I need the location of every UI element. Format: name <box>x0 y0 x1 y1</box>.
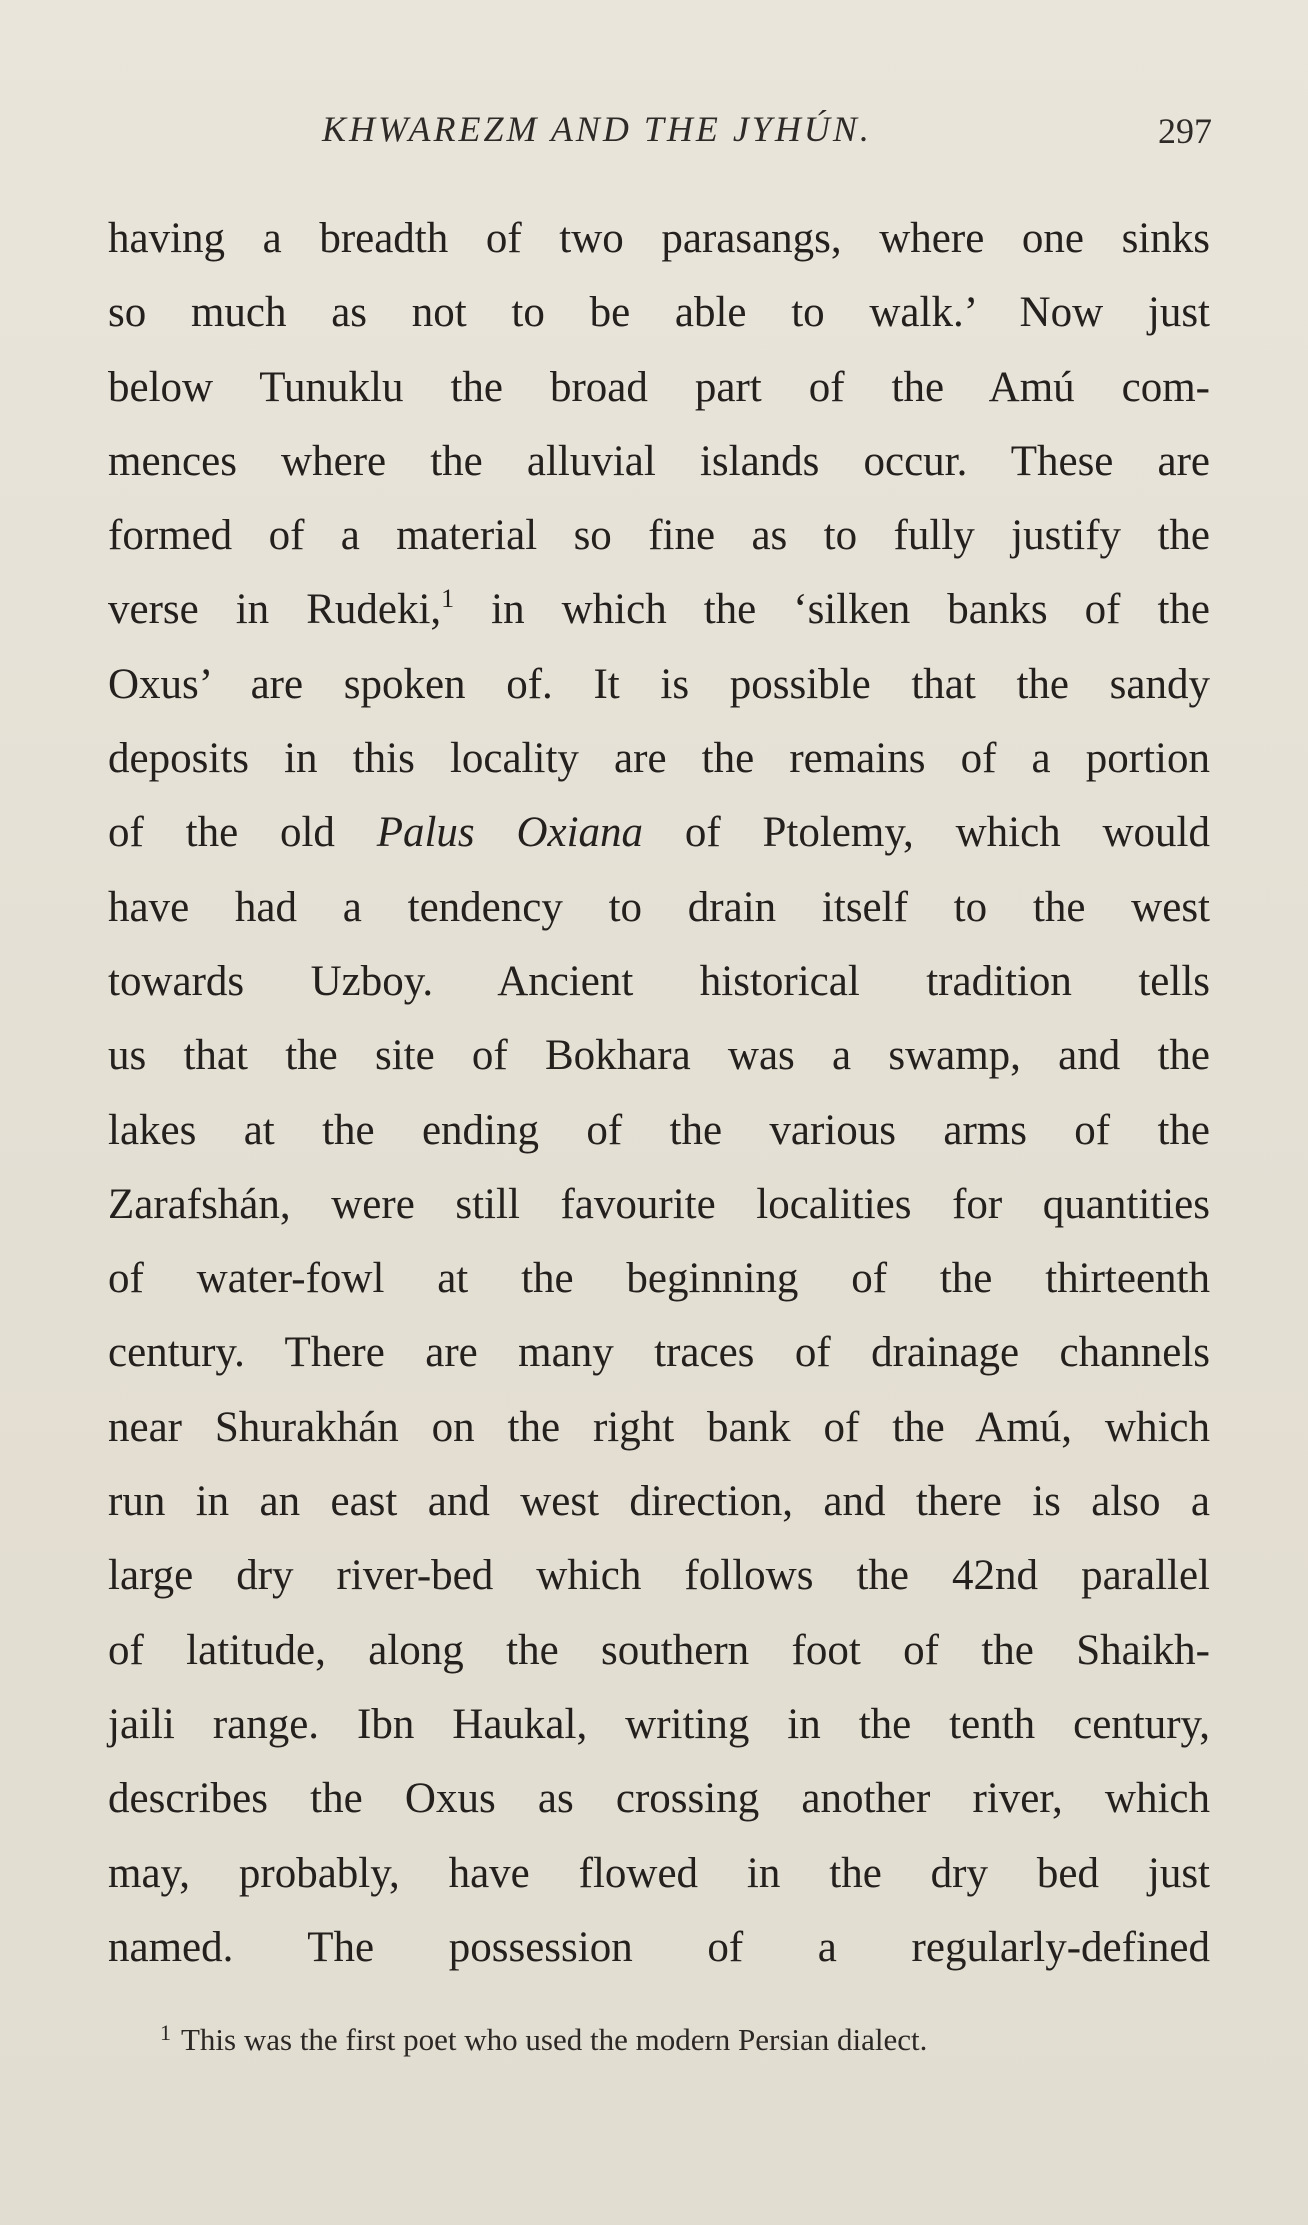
text-line: near Shurakhán on the right bank of the Amú, which <box>108 1403 1210 1451</box>
text-line: us that the site of Bokhara was a swamp, and the <box>108 1032 1210 1080</box>
footnote-text: This was the first poet who used the modern Persian dialect. <box>181 2022 928 2057</box>
text-segment: verse in Rudeki, <box>108 586 442 634</box>
text-line: so much as not to be able to walk.’ Now just <box>108 289 1210 337</box>
text-line: towards Uzboy. Ancient historical tradition tells <box>108 957 1210 1005</box>
text-line: formed of a material so fine as to fully justify the <box>108 512 1210 560</box>
text-line: mences where the alluvial islands occur. These are <box>108 437 1210 485</box>
footnote-marker: 1 <box>160 2020 171 2045</box>
text-segment: of the old <box>108 809 377 857</box>
text-line: century. There are many traces of drainage channels <box>108 1329 1210 1377</box>
text-line <box>108 573 1210 647</box>
text-line: below Tunuklu the broad part of the Amú com- <box>108 363 1210 411</box>
body-text <box>108 202 1210 1985</box>
text-line: deposits in this locality are the remains of a portion <box>108 735 1210 783</box>
italic-term: Palus Oxiana <box>376 809 644 857</box>
text-line: of water-fowl at the beginning of the thirteenth <box>108 1255 1210 1303</box>
text-line: of latitude, along the southern foot of the Shaikh- <box>108 1626 1210 1674</box>
text-line: have had a tendency to drain itself to the west <box>108 883 1210 931</box>
text-line: jaili range. Ibn Haukal, writing in the tenth century, <box>108 1700 1210 1748</box>
running-title: KHWAREZM AND THE JYHÚN. <box>322 109 872 149</box>
text-line: describes the Oxus as crossing another river, which <box>108 1775 1210 1823</box>
text-line: Oxus’ are spoken of. It is possible that the sandy <box>108 660 1210 708</box>
text-line: lakes at the ending of the various arms of the <box>108 1106 1210 1154</box>
text-line: named. The possession of a regularly-defined <box>108 1923 1210 1971</box>
footnote <box>160 2020 927 2058</box>
text-line: Zarafshán, were still favourite localities for quantities <box>108 1180 1210 1228</box>
text-line <box>108 796 1210 870</box>
page-number: 297 <box>1158 111 1212 151</box>
running-head <box>0 108 1308 158</box>
text-line: large dry river-bed which follows the 42nd parallel <box>108 1552 1210 1600</box>
text-line: having a breadth of two parasangs, where one sinks <box>108 215 1210 262</box>
text-segment: in which the ‘silken banks of the <box>454 586 1210 634</box>
text-segment: of Ptolemy, which would <box>643 809 1210 857</box>
footnote-reference: 1 <box>441 584 455 614</box>
text-line: run in an east and west direction, and there is also a <box>108 1478 1210 1526</box>
text-line: may, probably, have flowed in the dry bed just <box>108 1849 1210 1897</box>
